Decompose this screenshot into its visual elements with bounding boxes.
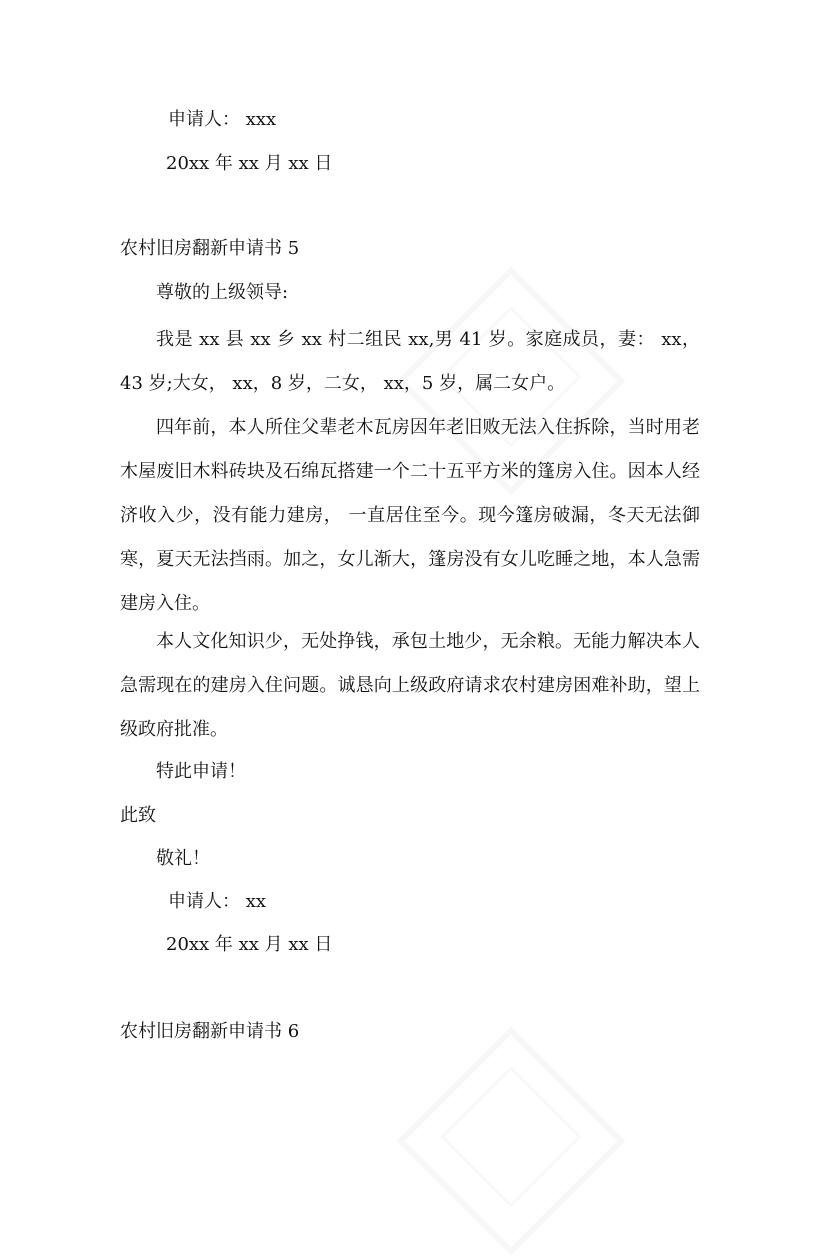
to-line: 此致 [120, 805, 156, 826]
watermark-shape [396, 1026, 625, 1255]
body-paragraph: 本人文化知识少，无处挣钱，承包土地少，无余粮。无能力解决本人急需现在的建房入住问题。诚恳向上级政府请求农村建房困难补助，望上级政府批准。 [120, 631, 700, 740]
closing-line: 特此申请！ [156, 761, 246, 782]
section-title: 农村旧房翻新申请书 5 [120, 238, 300, 259]
regards-line: 敬礼！ [156, 848, 210, 869]
section-title: 农村旧房翻新申请书 6 [120, 1021, 300, 1042]
applicant-line: 申请人： xx [168, 891, 267, 912]
salutation: 尊敬的上级领导: [156, 282, 289, 303]
date-line: 20xx 年 xx 月 xx 日 [166, 934, 333, 955]
applicant-line: 申请人： xxx [168, 109, 277, 130]
date-line: 20xx 年 xx 月 xx 日 [166, 153, 333, 174]
body-paragraph: 我是 xx 县 xx 乡 xx 村二组民 xx,男 41 岁。家庭成员，妻： xx，43 岁;大女， xx，8 岁，二女， xx，5 岁，属二女户。 [120, 329, 700, 394]
body-paragraph: 四年前，本人所住父辈老木瓦房因年老旧败无法入住拆除，当时用老木屋废旧木料砖块及石绵瓦搭建一个二十五平方米的篷房入住。因本人经济收入少，没有能力建房， 一直居住至今。现今篷房破漏，冬天无法御寒，夏天无法挡雨。加之，女儿渐大，篷房没有女儿吃睡之地，本人急需建房入住。 [120, 417, 700, 614]
